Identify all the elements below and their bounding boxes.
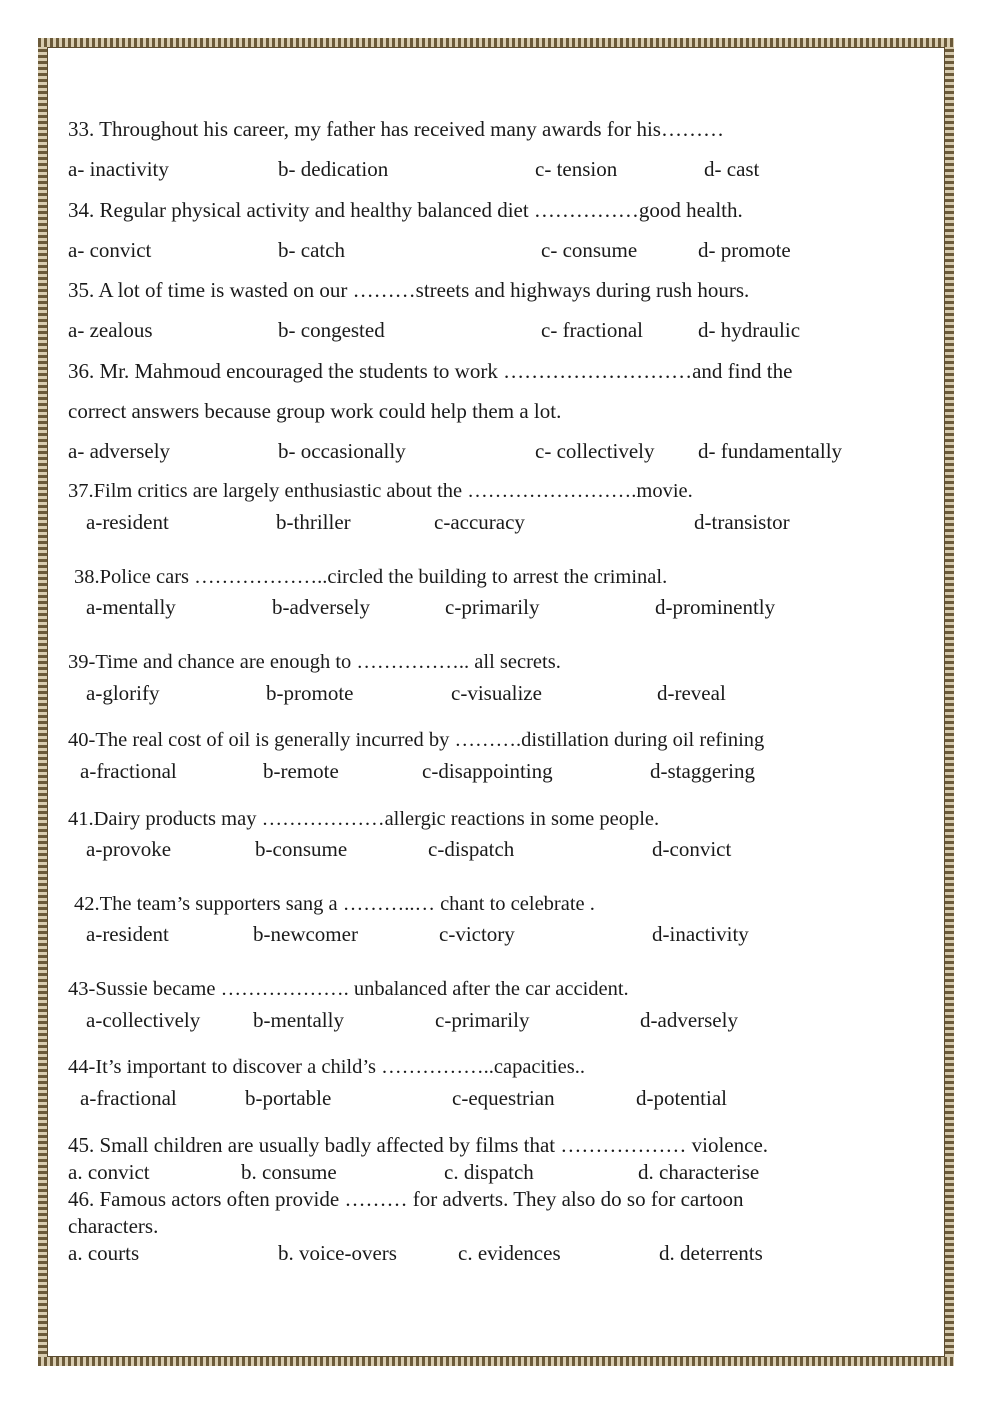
- question-37-option-d: d-transistor: [694, 510, 790, 534]
- question-35-option-d: d- hydraulic: [698, 318, 801, 342]
- question-41-stem: 41.Dairy products may ………………allergic reactions in some people.: [68, 808, 660, 830]
- question-34-option-d: d- promote: [698, 238, 791, 262]
- question-37-option-a: a-resident: [86, 510, 169, 534]
- question-36-stem-continued: correct answers because group work could help them a lot.: [68, 399, 562, 423]
- question-40-option-c: c-disappointing: [422, 759, 553, 783]
- question-39-option-c: c-visualize: [451, 681, 542, 705]
- question-43-option-c: c-primarily: [435, 1008, 530, 1032]
- question-37-option-c: c-accuracy: [434, 510, 525, 534]
- question-38-option-b: b-adversely: [272, 595, 370, 619]
- question-46-option-b: b. voice-overs: [278, 1241, 397, 1265]
- question-34-option-a: a- convict: [68, 238, 152, 262]
- question-44-option-a: a-fractional: [80, 1086, 177, 1110]
- question-38-option-c: c-primarily: [445, 595, 540, 619]
- question-34-stem: 34. Regular physical activity and healthy balanced diet ……………good health.: [68, 198, 743, 222]
- question-44-option-d: d-potential: [636, 1086, 727, 1110]
- question-40-option-d: d-staggering: [650, 759, 755, 783]
- question-46-option-d: d. deterrents: [659, 1241, 763, 1265]
- question-41-option-c: c-dispatch: [428, 837, 515, 861]
- question-33-option-b: b- dedication: [278, 157, 389, 181]
- question-44-stem: 44-It’s important to discover a child’s ……………..capacities..: [68, 1056, 585, 1078]
- question-42-option-c: c-victory: [439, 922, 515, 946]
- question-43-option-a: a-collectively: [86, 1008, 201, 1032]
- question-41-option-b: b-consume: [255, 837, 348, 861]
- question-41-option-d: d-convict: [652, 837, 732, 861]
- question-33-option-d: d- cast: [704, 157, 760, 181]
- question-39-option-a: a-glorify: [86, 681, 160, 705]
- question-35-option-a: a- zealous: [68, 318, 153, 342]
- question-42-option-b: b-newcomer: [253, 922, 358, 946]
- question-45-stem: 45. Small children are usually badly affected by films that ……………… violence.: [68, 1133, 769, 1157]
- question-34-option-c: c- consume: [541, 238, 638, 262]
- question-43-stem: 43-Sussie became ………………. unbalanced after the car accident.: [68, 978, 629, 1000]
- question-46-option-a: a. courts: [68, 1241, 140, 1265]
- question-45-option-c: c. dispatch: [444, 1160, 534, 1184]
- question-40-option-b: b-remote: [263, 759, 339, 783]
- question-34-option-b: b- catch: [278, 238, 346, 262]
- question-40-stem: 40-The real cost of oil is generally incurred by ……….distillation during oil refining: [68, 729, 765, 751]
- question-42-option-a: a-resident: [86, 922, 169, 946]
- question-36-stem: 36. Mr. Mahmoud encouraged the students to work ………………………and find the: [68, 359, 793, 383]
- question-46-stem-continued: characters.: [68, 1214, 159, 1238]
- question-43-option-d: d-adversely: [640, 1008, 738, 1032]
- question-43-option-b: b-mentally: [253, 1008, 344, 1032]
- question-45-option-d: d. characterise: [638, 1160, 760, 1184]
- question-39-option-b: b-promote: [266, 681, 354, 705]
- question-36-option-b: b- occasionally: [278, 439, 406, 463]
- question-35-stem: 35. A lot of time is wasted on our ………streets and highways during rush hours.: [68, 278, 750, 302]
- question-37-option-b: b-thriller: [276, 510, 351, 534]
- question-38-stem: 38.Police cars ………………..circled the building to arrest the criminal.: [74, 566, 668, 588]
- question-36-option-a: a- adversely: [68, 439, 171, 463]
- question-42-option-d: d-inactivity: [652, 922, 749, 946]
- question-40-option-a: a-fractional: [80, 759, 177, 783]
- question-36-option-d: d- fundamentally: [698, 439, 843, 463]
- question-33-option-a: a- inactivity: [68, 157, 169, 181]
- question-35-option-c: c- fractional: [541, 318, 644, 342]
- question-44-option-c: c-equestrian: [452, 1086, 555, 1110]
- question-42-stem: 42.The team’s supporters sang a ………..… chant to celebrate .: [74, 893, 595, 915]
- question-46-stem: 46. Famous actors often provide ……… for adverts. They also do so for cartoon: [68, 1187, 744, 1211]
- question-46-option-c: c. evidences: [458, 1241, 561, 1265]
- question-45-option-b: b. consume: [241, 1160, 337, 1184]
- question-36-option-c: c- collectively: [535, 439, 655, 463]
- question-38-option-d: d-prominently: [655, 595, 776, 619]
- question-33-stem: 33. Throughout his career, my father has received many awards for his………: [68, 117, 724, 141]
- question-35-option-b: b- congested: [278, 318, 385, 342]
- question-41-option-a: a-provoke: [86, 837, 172, 861]
- question-45-option-a: a. convict: [68, 1160, 150, 1184]
- question-38-option-a: a-mentally: [86, 595, 176, 619]
- question-37-stem: 37.Film critics are largely enthusiastic about the …………………….movie.: [68, 480, 693, 502]
- question-39-stem: 39-Time and chance are enough to …………….. all secrets.: [68, 651, 561, 673]
- question-33-option-c: c- tension: [535, 157, 618, 181]
- question-44-option-b: b-portable: [245, 1086, 332, 1110]
- question-39-option-d: d-reveal: [657, 681, 726, 705]
